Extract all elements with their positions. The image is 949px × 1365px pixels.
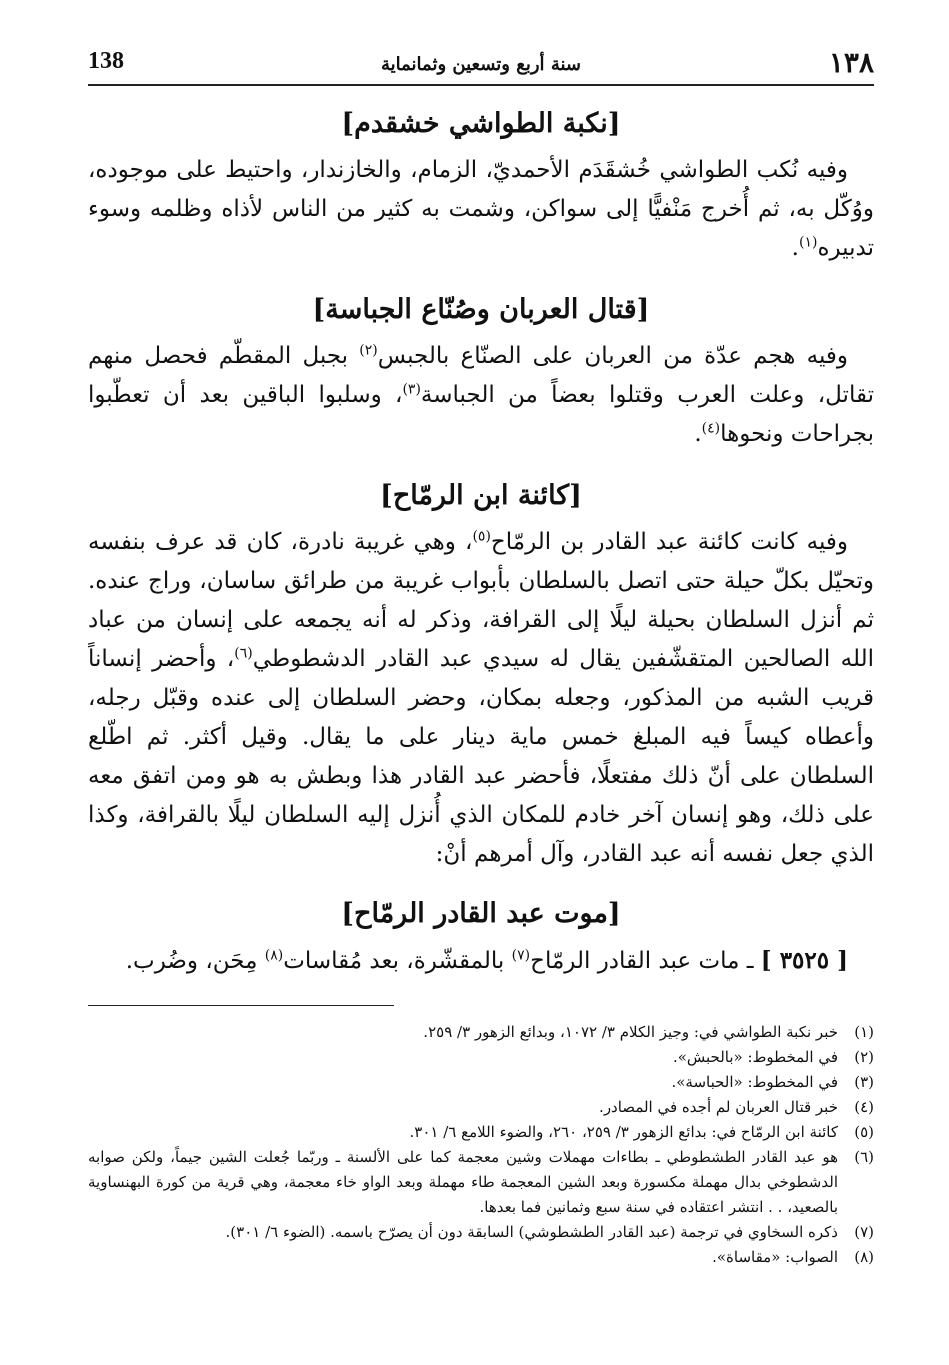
footnote-ref-4[interactable]: (٤) xyxy=(701,420,721,437)
footnote-text: الصواب: «مقاساة». xyxy=(712,1248,838,1266)
footnote-ref-8[interactable]: (٨) xyxy=(264,947,284,964)
book-page xyxy=(88,40,874,1270)
footnote-item xyxy=(88,1145,874,1220)
footnote-ref-7[interactable]: (٧) xyxy=(511,947,531,964)
paragraph-text: ، وأحضر إنساناً قريب الشبه من المذكور، وجعله بمكان، وحضر السلطان إلى عنده وقبّل رجله، وأعطاه كيساً فيه المبلغ خمس ماية دينار على ما يقال. وقيل أكثر. ثم اطّلع السلطان على أنّ ذلك مفتعلًا، فأحضر عبد القادر هذا وبطش به هو ومن اتفق معه على ذلك، وهو إنسان آخر خادم للمكان الذي أُنزل إليه السلطان ليلًا بالقرافة، وكذا الذي جعل نفسه أنه عبد القادر، وآل أمرهم أنْ: xyxy=(88,646,874,867)
footnote-divider xyxy=(88,1005,394,1006)
footnote-ref-3[interactable]: (٣) xyxy=(402,381,421,398)
paragraph-text-end: . xyxy=(791,235,799,261)
footnote-number: (٤) xyxy=(854,1098,874,1116)
paragraph-text: وفيه نُكب الطواشي خُشقَدَم الأحمديّ، الزمام، والخازندار، واحتيط على موجوده، ووُكّل به، ثم أُخرج مَنْفيًّا إلى سواكن، وشمت به كثير من الناس لأذاه وظلمه وسوء تدبيره xyxy=(88,157,874,261)
footnote-number: (٢) xyxy=(854,1048,874,1066)
footnotes xyxy=(88,1020,874,1270)
footnote-ref-6[interactable]: (٦) xyxy=(234,645,253,662)
footnote-item xyxy=(88,1020,874,1045)
footnote-text: خبر نكبة الطواشي في: وجيز الكلام ٣/ ١٠٧٢، وبدائع الزهور ٣/ ٢٥٩. xyxy=(423,1023,838,1041)
footnote-item xyxy=(88,1245,874,1270)
footnote-number: (٦) xyxy=(854,1148,874,1166)
entry-number: [ ٣٥٢٥ ] xyxy=(760,947,848,974)
footnote-text: في المخطوط: «بالحبش». xyxy=(672,1048,838,1066)
footnote-text: كائنة ابن الرمّاح في: بدائع الزهور ٣/ ٢٥٩، ٢٦٠، والضوء اللامع ٦/ ٣٠١. xyxy=(409,1123,838,1141)
footnote-ref-1[interactable]: (١) xyxy=(798,234,818,251)
page-number-arabic: ١٣٨ xyxy=(828,46,874,79)
section-title-ibn-rammah: [كائنة ابن الرمّاح] xyxy=(380,480,582,511)
section-paragraph-ibn-rammah xyxy=(88,523,874,874)
section-paragraph-khushqadam xyxy=(88,151,874,268)
footnote-item xyxy=(88,1095,874,1120)
footnote-number: (٨) xyxy=(854,1248,874,1266)
footnote-number: (١) xyxy=(854,1023,874,1041)
paragraph-text: وفيه كانت كائنة عبد القادر بن الرمّاح xyxy=(490,529,848,555)
section-paragraph-death-rammah xyxy=(88,941,874,981)
section-paragraph-urban-fight xyxy=(88,337,874,454)
paragraph-text: بجبل المقطّم فحصل منهم تقاتل، وعلت العرب وقتلوا بعضاً من الجباسة xyxy=(88,343,874,408)
paragraph-text: بالمقشّرة، بعد مُقاسات xyxy=(283,948,512,974)
section-title-khushqadam: [نكبة الطواشي خشقدم] xyxy=(341,108,621,139)
paragraph-text: ، وسلبوا الباقين بعد أن تعطّبوا بجراحات ونحوها xyxy=(88,382,874,447)
footnote-text: ذكره السخاوي في ترجمة (عبد القادر الطشطوشي) السابقة دون أن يصرّح باسمه. (الضوء ٦/ ٣٠١). xyxy=(225,1223,838,1241)
section-title-urban-fight: [قتال العربان وصُنّاع الجباسة] xyxy=(312,294,650,325)
footnote-text: خبر قتال العربان لم أجده في المصادر. xyxy=(599,1098,838,1116)
paragraph-text-end: . xyxy=(694,421,702,447)
footnote-item xyxy=(88,1120,874,1145)
footnote-item xyxy=(88,1220,874,1245)
paragraph-text-end: مِحَن، وضُرب. xyxy=(125,948,265,974)
paragraph-text: ـ مات عبد القادر الرمّاح xyxy=(530,948,761,974)
page-number-latin: 138 xyxy=(88,48,124,74)
paragraph-text: ، وهي غريبة نادرة، كان قد عرف بنفسه وتحيّل بكلّ حيلة حتى اتصل بالسلطان بأبواب غريبة من طرائق ساسان، وراج عنده. ثم أنزل السلطان بحيلة ليلًا إلى القرافة، وذكر له أنه يجمعه على إنسان من عباد الله الصالحين المتقشّفين يقال له سيدي عبد القادر الدشطوطي xyxy=(88,529,875,672)
footnote-number: (٥) xyxy=(854,1123,874,1141)
footnote-ref-5[interactable]: (٥) xyxy=(472,528,491,545)
footnote-text: في المخطوط: «الحباسة». xyxy=(671,1073,838,1091)
section-title-death-rammah: [موت عبد القادر الرمّاح] xyxy=(341,898,621,929)
running-title: سنة أربع وتسعين وثمانماية xyxy=(381,54,581,75)
footnote-item xyxy=(88,1070,874,1095)
paragraph-text: وفيه هجم عدّة من العربان على الصنّاع بالجبس xyxy=(377,343,848,369)
footnote-number: (٣) xyxy=(854,1073,874,1091)
page-header xyxy=(88,40,874,86)
footnote-item xyxy=(88,1045,874,1070)
footnote-number: (٧) xyxy=(854,1223,874,1241)
footnote-text: هو عبد القادر الطشطوطي ـ بطاءات مهملات وشين معجمة كما على الألسنة ـ وربّما جُعلت الشين جيماً، ولكن صوابه الدشطوخي بدال مهملة مكسورة وبعد الشين المعجمة طاء مهملة وبعد الواو خاء معجمة، وهي قرية من كورة البهنساوية بالصعيد، . . انتشر اعتقاده في سنة سبع وثمانين فما بعدها. xyxy=(88,1148,838,1216)
footnote-ref-2[interactable]: (٢) xyxy=(359,342,378,359)
